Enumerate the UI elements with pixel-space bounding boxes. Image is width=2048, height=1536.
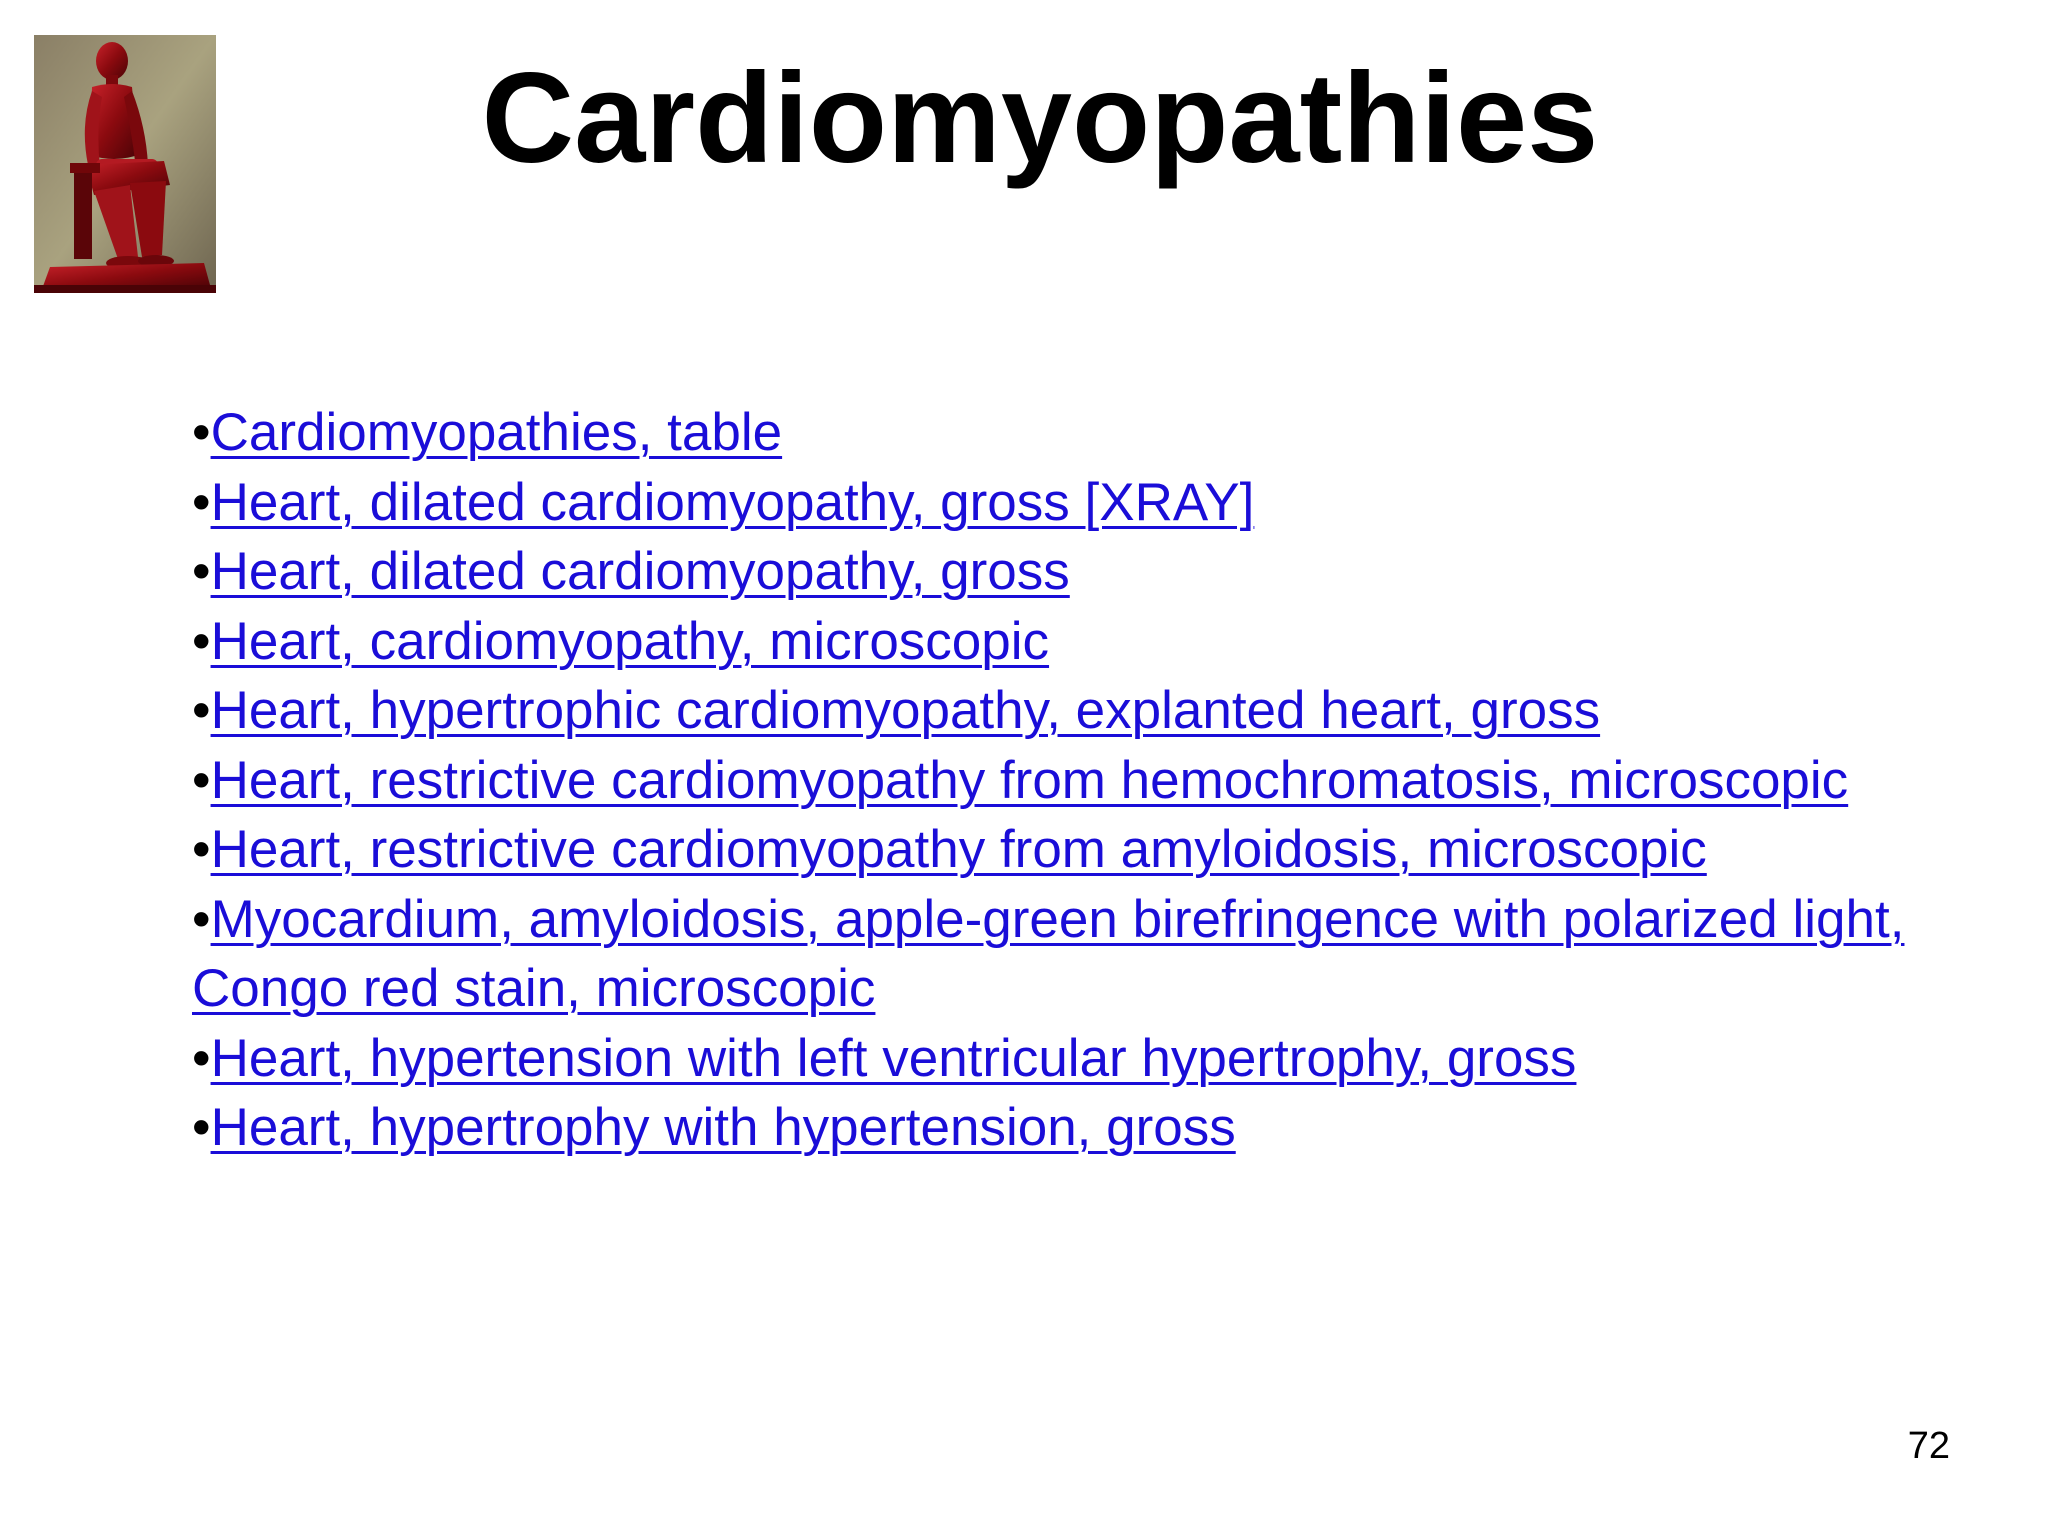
link-hypertrophy-hypertension[interactable]: Heart, hypertrophy with hypertension, gross — [210, 1098, 1236, 1157]
link-cardiomyopathy-microscopic[interactable]: Heart, cardiomyopathy, microscopic — [210, 611, 1050, 671]
list-item — [192, 1024, 2012, 1094]
list-item — [192, 885, 2012, 1024]
bullet: • — [192, 542, 211, 601]
statue-picture — [34, 35, 216, 293]
slide-title: Cardiomyopathies — [481, 47, 1599, 190]
bullet: • — [192, 1028, 211, 1088]
link-dilated-cardiomyopathy-xray[interactable]: Heart, dilated cardiomyopathy, gross [XRAY] — [210, 472, 1255, 532]
page-number: 72 — [1907, 1425, 1950, 1467]
bullet: • — [192, 1098, 211, 1157]
bullet: • — [192, 750, 211, 810]
list-item — [192, 815, 2012, 885]
list-item — [192, 746, 2012, 816]
list-item — [192, 607, 2012, 677]
link-restrictive-hemochromatosis[interactable]: Heart, restrictive cardiomyopathy from hemochromatosis, microscopic — [210, 750, 1849, 810]
bullet: • — [192, 472, 211, 532]
link-restrictive-amyloidosis[interactable]: Heart, restrictive cardiomyopathy from amyloidosis, microscopic — [210, 820, 1707, 879]
bullet: • — [192, 889, 211, 949]
list-item — [192, 468, 2012, 538]
list-item — [192, 398, 2012, 468]
bullet: • — [192, 611, 211, 671]
list-item — [192, 1093, 2012, 1163]
link-dilated-cardiomyopathy-gross[interactable]: Heart, dilated cardiomyopathy, gross — [210, 542, 1070, 601]
bullet: • — [192, 820, 211, 879]
link-hypertension-lvh[interactable]: Heart, hypertension with left ventricular hypertrophy, gross — [210, 1028, 1577, 1088]
link-cardiomyopathies-table[interactable]: Cardiomyopathies, table — [210, 403, 783, 462]
link-list — [192, 398, 2012, 1163]
bullet: • — [192, 403, 211, 462]
bullet: • — [192, 681, 211, 740]
list-item — [192, 676, 2012, 746]
link-myocardium-amyloidosis[interactable]: Myocardium, amyloidosis, apple-green birefringence with polarized light, Congo red stain, microscopic — [192, 889, 1905, 1018]
link-hypertrophic-cardiomyopathy[interactable]: Heart, hypertrophic cardiomyopathy, explanted heart, gross — [210, 681, 1601, 740]
list-item — [192, 537, 2012, 607]
